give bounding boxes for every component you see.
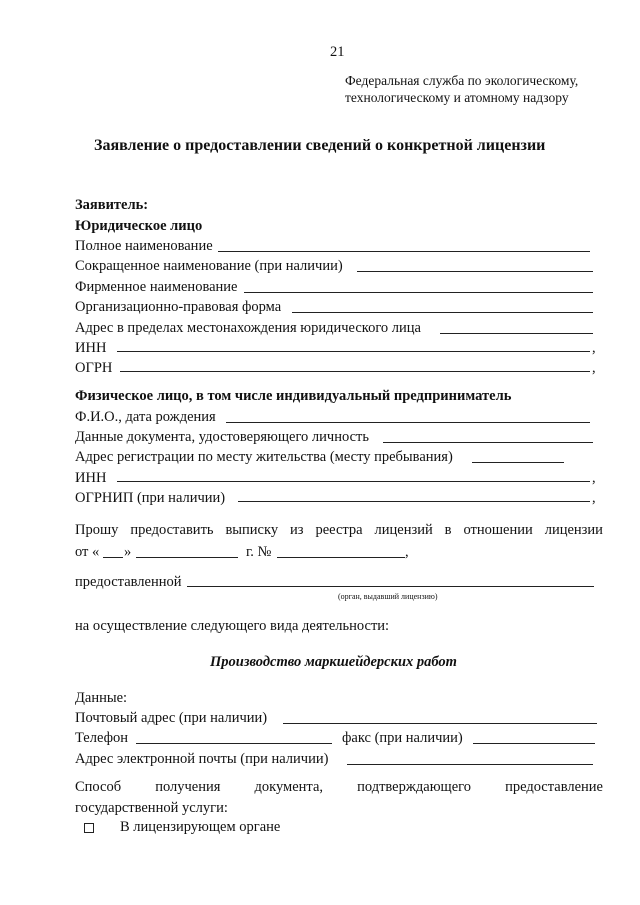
address-label: Адрес в пределах местонахождения юридического лица xyxy=(75,320,421,336)
fax-label: факс (при наличии) xyxy=(342,730,463,746)
id-document-field[interactable] xyxy=(383,442,593,443)
request-word: в xyxy=(444,522,452,538)
page-number: 21 xyxy=(330,44,345,60)
inn-comma: , xyxy=(592,340,596,356)
request-word: Прошу xyxy=(75,522,119,538)
email-field[interactable] xyxy=(347,764,593,765)
delivery-line-2: государственной услуги: xyxy=(75,800,228,816)
ogrn-label: ОГРН xyxy=(75,360,113,376)
delivery-word: подтверждающего xyxy=(357,779,471,795)
legal-form-field[interactable] xyxy=(292,312,593,313)
date-prefix: от « xyxy=(75,544,100,560)
inn-field[interactable] xyxy=(117,351,590,352)
registration-address-field[interactable] xyxy=(472,462,564,463)
short-name-field[interactable] xyxy=(357,271,593,272)
brand-name-field[interactable] xyxy=(244,292,593,293)
delivery-line xyxy=(75,779,603,796)
provided-by-note: (орган, выдавший лицензию) xyxy=(338,592,438,601)
delivery-word: предоставление xyxy=(505,779,603,795)
option-licensing-authority-label: В лицензирующем органе xyxy=(120,819,281,835)
provided-by-label: предоставленной xyxy=(75,574,182,590)
postal-label: Почтовый адрес (при наличии) xyxy=(75,710,268,726)
delivery-word: Способ xyxy=(75,779,122,795)
applicant-heading: Заявитель: xyxy=(75,197,149,213)
activity-intro: на осуществление следующего вида деятельности: xyxy=(75,618,390,634)
fax-field[interactable] xyxy=(473,743,595,744)
ogrnip-field[interactable] xyxy=(238,501,590,502)
provided-by-field[interactable] xyxy=(187,586,594,587)
brand-name-label: Фирменное наименование xyxy=(75,279,238,295)
full-name-label: Полное наименование xyxy=(75,238,213,254)
full-name-field[interactable] xyxy=(218,251,590,252)
individual-inn-field[interactable] xyxy=(117,481,590,482)
request-word: лицензии xyxy=(544,522,603,538)
month-field[interactable] xyxy=(136,557,238,558)
request-word: реестра xyxy=(315,522,363,538)
fio-label: Ф.И.О., дата рождения xyxy=(75,409,216,425)
delivery-word: документа, xyxy=(254,779,324,795)
option-licensing-authority-checkbox[interactable] xyxy=(84,823,94,833)
request-word: лицензий xyxy=(374,522,433,538)
request-word: выписку xyxy=(225,522,279,538)
document-title: Заявление о предоставлении сведений о конкретной лицензии xyxy=(94,137,546,154)
legal-form-label: Организационно-правовая форма xyxy=(75,299,282,315)
license-number-field[interactable] xyxy=(277,557,405,558)
request-word: отношении xyxy=(463,522,533,538)
postal-field[interactable] xyxy=(283,723,597,724)
ogrn-comma: , xyxy=(592,360,596,376)
license-number-comma: , xyxy=(405,544,409,560)
year-suffix: г. № xyxy=(246,544,272,560)
id-document-label: Данные документа, удостоверяющего личность xyxy=(75,429,369,445)
phone-field[interactable] xyxy=(136,743,332,744)
recipient-line-2: технологическому и атомному надзору xyxy=(345,90,569,105)
day-field[interactable] xyxy=(103,557,123,558)
individual-inn-label: ИНН xyxy=(75,470,107,486)
inn-label: ИНН xyxy=(75,340,107,356)
recipient-line-1: Федеральная служба по экологическому, xyxy=(345,73,579,88)
date-close: » xyxy=(124,544,132,560)
request-word: предоставить xyxy=(130,522,214,538)
individual-heading: Физическое лицо, в том числе индивидуальный предприниматель xyxy=(75,388,512,404)
request-word: из xyxy=(290,522,304,538)
ogrnip-label: ОГРНИП (при наличии) xyxy=(75,490,226,506)
activity-name: Производство маркшейдерских работ xyxy=(210,654,457,670)
fio-field[interactable] xyxy=(226,422,590,423)
ogrnip-comma: , xyxy=(592,490,596,506)
delivery-word: получения xyxy=(155,779,221,795)
legal-entity-heading: Юридическое лицо xyxy=(75,218,203,234)
short-name-label: Сокращенное наименование (при наличии) xyxy=(75,258,343,274)
phone-label: Телефон xyxy=(75,730,128,746)
contacts-heading: Данные: xyxy=(75,690,128,706)
individual-inn-comma: , xyxy=(592,470,596,486)
registration-address-label: Адрес регистрации по месту жительства (месту пребывания) xyxy=(75,449,453,465)
request-line xyxy=(75,522,603,539)
address-field[interactable] xyxy=(440,333,593,334)
email-label: Адрес электронной почты (при наличии) xyxy=(75,751,329,767)
ogrn-field[interactable] xyxy=(120,371,590,372)
